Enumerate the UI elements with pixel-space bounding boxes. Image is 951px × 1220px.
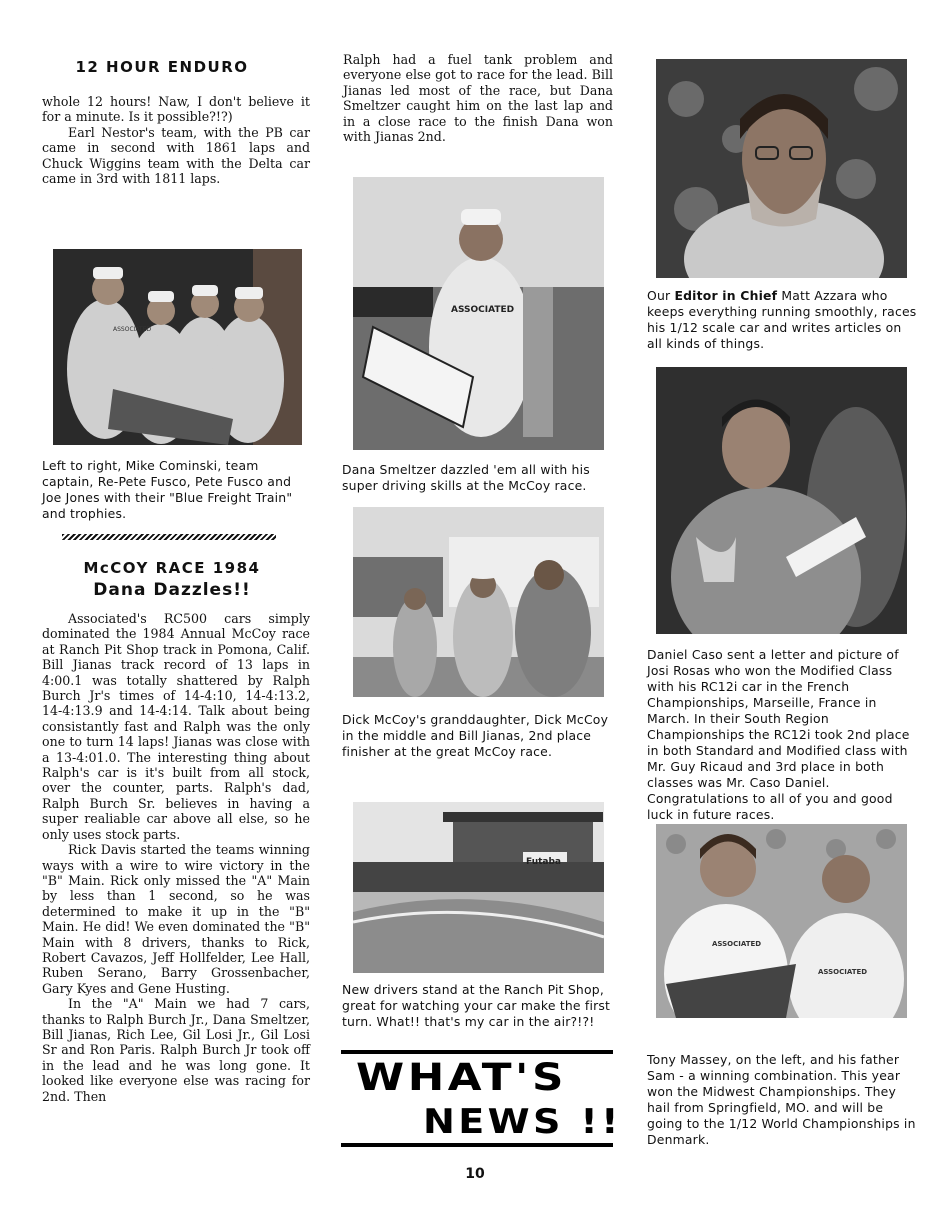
mccoy-paragraph-3: In the "A" Main we had 7 cars, thanks to Ralph Burch Jr., Dana Smeltzer, Bill Jianas, Rich Lee, Gil Losi Jr., Gil Losi Sr and Ron Paris. Ralph Burch Jr took off in the lead and he was long gone. It looked like everyone else was racing for 2nd. Then: [42, 996, 310, 1104]
mccoy-paragraph-2: Rick Davis started the teams winning ways with a wire to wire victory in the "B" Main. Rick only missed the "A" Main by less than 1 second, so he was determined to make it up in the "B" Main. He did! We even dominated the "B" Main with 8 drivers, thanks to Rick, Robert Cavazos, Jeff Hollfelder, Lee Hall, Ruben Serano, Barry Grossenbacher, Gary Kyes and Gene Husting.: [42, 842, 310, 996]
caso-caption: [647, 647, 919, 823]
caso-photo: [656, 367, 907, 634]
news-top-rule: [341, 1050, 613, 1054]
caso-caption-text: Daniel Caso sent a letter and picture of Josi Rosas who won the Modified Class with his RC12i car in the French Championships, Marseille, France in March. In their South Region Championships the RC12i took 2nd place in both Standard and Modified class with Mr. Guy Ricaud and 3rd place in both classes was Mr. Caso Daniel. Congratulations to all of you and good luck in future races.: [647, 647, 910, 822]
dana-photo: [353, 177, 604, 450]
section-divider: [62, 534, 276, 540]
editor-caption: [647, 288, 919, 352]
dana-caption: [342, 462, 618, 494]
team-caption: [42, 458, 310, 522]
team-caption-text: Left to right, Mike Cominski, team captain, Re-Pete Fusco, Pete Fusco and Joe Jones with their "Blue Freight Train" and trophies.: [42, 458, 293, 521]
massey-caption-text: Tony Massey, on the left, and his father Sam - a winning combination. This year won the Midwest Championships. They hail from Springfield, MO. and will be going to the 1/12 World Championships in Denmark.: [647, 1052, 916, 1147]
middle-top-text: [343, 52, 613, 144]
track-sign-text: Futaba: [526, 857, 561, 867]
dana-caption-text: Dana Smeltzer dazzled 'em all with his super driving skills at the McCoy race.: [342, 462, 590, 493]
mccoy-photo: [353, 507, 604, 697]
enduro-paragraph-2: Earl Nestor's team, with the PB car came in second with 1861 laps and Chuck Wiggins team with the Delta car came in 3rd with 1811 laps.: [42, 124, 310, 187]
enduro-heading: 12 HOUR ENDURO: [75, 58, 249, 76]
editor-photo: [656, 59, 907, 278]
mccoy-heading-line2: Dana Dazzles!!: [93, 580, 251, 600]
editor-caption-bold: Editor in Chief: [674, 288, 778, 303]
track-photo: [353, 802, 604, 973]
team-photo: [53, 249, 302, 445]
whats-news-line1: WHAT'S: [356, 1056, 567, 1099]
track-caption-text: New drivers stand at the Ranch Pit Shop, great for watching your car make the first turn. What!! that's my car in the air?!?!: [342, 982, 611, 1029]
editor-caption-pre: Our: [647, 288, 675, 303]
mccoy-caption: [342, 712, 618, 760]
mccoy-paragraph-1: Associated's RC500 cars simply dominated the 1984 Annual McCoy race at Ranch Pit Shop track in Pomona, Calif. Bill Jianas track record of 13 laps in 4:00.1 was totally shattered by Ralph Burch Jr's times of 14-4:10, 14-4:13.2, 14-4:13.9 and 14-4:14. Talk about being consistantly fast and Ralph was the only one to turn 14 laps! Jianas was close with a 13-4:01.0. The interesting thing about Ralph's car is it's built from all stock, over the counter, parts. Ralph's dad, Ralph Burch Sr. believes in having a super realiable car above all else, so he only uses stock parts.: [42, 611, 310, 842]
mccoy-heading-line1: McCOY RACE 1984: [83, 559, 261, 577]
page-number: 10: [465, 1166, 485, 1182]
track-caption: [342, 982, 618, 1030]
mccoy-caption-text: Dick McCoy's granddaughter, Dick McCoy in the middle and Bill Jianas, 2nd place finisher at the great McCoy race.: [342, 712, 609, 759]
team-shirt-text: ASSOCIATED: [113, 326, 152, 333]
middle-top-paragraph: Ralph had a fuel tank problem and everyone else got to race for the lead. Bill Jianas led most of the race, but Dana Smeltzer caught him on the last lap and in a close race to the finish Dana won with Jianas 2nd.: [343, 52, 613, 145]
editor-caption-text: [647, 288, 919, 352]
massey-caption: [647, 1052, 919, 1148]
massey-photo: [656, 824, 907, 1018]
enduro-paragraph-1: whole 12 hours! Naw, I don't believe it for a minute. Is it possible?!?): [42, 94, 310, 125]
massey-shirt-left-text: ASSOCIATED: [712, 940, 762, 948]
news-bottom-rule: [341, 1143, 613, 1147]
dana-shirt-text: ASSOCIATED: [451, 305, 515, 315]
mccoy-article: [42, 611, 310, 1104]
editor-caption-post: Matt Azzara who keeps everything running smoothly, races his 1/12 scale car and writes articles on all kinds of things.: [647, 288, 917, 351]
massey-shirt-right-text: ASSOCIATED: [818, 968, 868, 976]
enduro-text: [42, 94, 310, 186]
whats-news-line2: NEWS !!: [423, 1102, 622, 1142]
